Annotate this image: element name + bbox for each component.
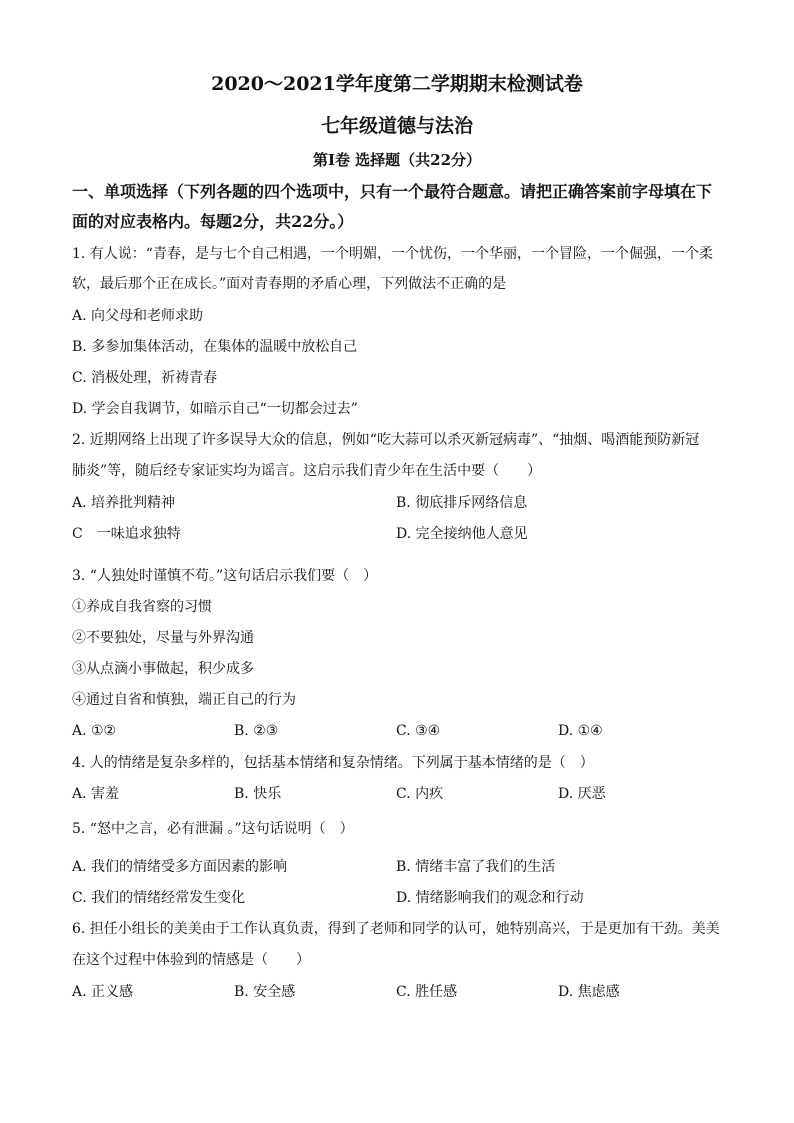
question-3-option-a: A. ①② <box>72 723 117 739</box>
question-3-item-1: ①养成自我省察的习惯 <box>72 599 212 615</box>
question-1-option-d: D. 学会自我调节，如暗示自己“一切都会过去” <box>72 401 358 417</box>
question-1-stem-line2: 软，最后那个正在成长。”面对青春期的矛盾心理，下列做法不正确的是 <box>72 276 507 292</box>
question-4-option-d: D. 厌恶 <box>558 786 606 802</box>
question-3-item-2: ②不要独处，尽量与外界沟通 <box>72 630 254 646</box>
question-5-option-c: C. 我们的情绪经常发生变化 <box>72 890 246 906</box>
question-6-option-c: C. 胜任感 <box>396 984 458 1000</box>
question-3-option-d: D. ①④ <box>558 723 603 739</box>
question-4-stem: 4. 人的情绪是复杂多样的，包括基本情绪和复杂情绪。下列属于基本情绪的是（ ） <box>72 755 594 771</box>
question-1-option-b: B. 多参加集体活动，在集体的温暖中放松自己 <box>72 339 358 355</box>
section-instruction-line2: 面的对应表格内。每题2分，共22分。） <box>72 212 354 231</box>
question-1-option-c: C. 消极处理，祈祷青春 <box>72 370 218 386</box>
question-4-option-c: C. 内疚 <box>396 786 444 802</box>
question-5-option-b: B. 情绪丰富了我们的生活 <box>396 859 556 875</box>
question-1-stem-line1: 1. 有人说：“青春，是与七个自己相遇，一个明媚，一个忧伤，一个华丽，一个冒险，一个倔强，一个柔 <box>72 246 713 262</box>
question-4-option-a: A. 害羞 <box>72 786 120 802</box>
question-3-item-4: ④通过自省和慎独，端正自己的行为 <box>72 692 296 708</box>
question-5-option-a: A. 我们的情绪受多方面因素的影响 <box>72 859 288 875</box>
question-2-option-c: C 一味追求独特 <box>72 526 181 542</box>
question-3-stem: 3. “人独处时谨慎不苟。”这句话启示我们要（ ） <box>72 568 378 584</box>
section-instruction-line1: 一、单项选择（下列各题的四个选项中，只有一个最符合题意。请把正确答案前字母填在下 <box>72 182 713 201</box>
question-5-option-d: D. 情绪影响我们的观念和行动 <box>396 890 584 906</box>
question-2-option-a: A. 培养批判精神 <box>72 495 176 511</box>
exam-subject: 七年级道德与法治 <box>320 115 473 137</box>
exam-title: 2020～2021学年度第二学期期末检测试卷 <box>211 73 583 95</box>
question-1-option-a: A. 向父母和老师求助 <box>72 308 204 324</box>
question-3-option-c: C. ③④ <box>396 723 441 739</box>
question-6-stem-line1: 6. 担任小组长的美美由于工作认真负责，得到了老师和同学的认可，她特别高兴，于是更加有干劲。美美 <box>72 921 720 937</box>
question-3-option-b: B. ②③ <box>234 723 279 739</box>
question-2-option-b: B. 彻底排斥网络信息 <box>396 495 528 511</box>
question-6-option-d: D. 焦虑感 <box>558 984 620 1000</box>
question-2-stem-line1: 2. 近期网络上出现了许多误导大众的信息，例如“吃大蒜可以杀灭新冠病毒”、“抽烟、喝酒能预防新冠 <box>72 432 700 448</box>
question-3-item-3: ③从点滴小事做起，积少成多 <box>72 661 254 677</box>
question-2-option-d: D. 完全接纳他人意见 <box>396 526 528 542</box>
question-6-option-a: A. 正义感 <box>72 984 134 1000</box>
question-4-option-b: B. 快乐 <box>234 786 282 802</box>
question-5-stem: 5. “怒中之言，必有泄漏 。”这句话说明（ ） <box>72 821 354 837</box>
question-6-stem-line2: 在这个过程中体验到的情感是（ ） <box>72 952 310 968</box>
question-6-option-b: B. 安全感 <box>234 984 296 1000</box>
part-heading: 第Ⅰ卷 选择题（共22分） <box>312 151 482 169</box>
question-2-stem-line2: 肺炎”等，随后经专家证实均为谣言。这启示我们青少年在生活中要（ ） <box>72 463 542 479</box>
